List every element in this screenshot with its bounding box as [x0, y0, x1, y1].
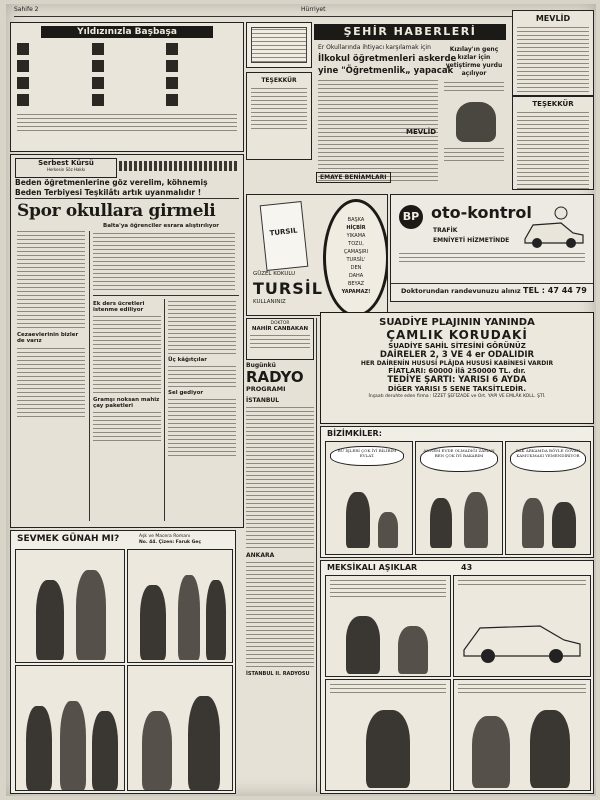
tesekkur2-box	[512, 96, 594, 190]
tesekkur2-label: TEŞEKKÜR	[532, 100, 574, 108]
comic-panel	[325, 441, 413, 555]
col-d-heading: Sel gediyor	[168, 390, 204, 396]
tursil-slogan-line: YAPAMAZ!	[341, 289, 371, 295]
zodiac-row	[17, 43, 88, 57]
suadiye-l3: SUADİYE SAHİL SİTESİNİ GÖRÜNÜZ	[388, 342, 526, 350]
radyo-ankara: ANKARA	[246, 552, 275, 559]
suadiye-l7: TEDİYE ŞARTI: YARISI 6 AYDA	[387, 375, 527, 385]
tursil-slogan-oval	[323, 199, 388, 316]
doktor-box	[246, 318, 314, 360]
zodiac-row	[92, 60, 163, 74]
bizimkiler-comic	[320, 426, 594, 558]
sehir-headline2: yine "Öğretmenlik„ yapacak	[318, 66, 454, 76]
portrait-photo	[456, 102, 496, 142]
comic-panel	[15, 549, 125, 663]
bizimkiler-title: BİZİMKİLER:	[327, 429, 382, 438]
radyo-title: RADYO	[246, 368, 304, 386]
zodiac-row	[17, 94, 88, 108]
mevlid-box	[512, 10, 594, 96]
radyo-label: Bugünkü	[246, 362, 276, 369]
comic-panel	[325, 575, 451, 677]
suadiye-l5: HER DAİRENİN HUSUSİ PLÂJDA HUSUSİ KABİNESİ VARDIR	[360, 360, 554, 367]
article-line1: Beden öğretmenlerine göz verelim, köhnemiş	[15, 178, 208, 187]
bp-footer: Doktorundan randevunuzu alınız	[401, 287, 521, 295]
zodiac-row	[92, 77, 163, 91]
tursil-slogan-line: ÇAMAŞIRI	[343, 249, 369, 255]
car-illustration	[521, 203, 587, 251]
comic-panel	[453, 575, 591, 677]
bp-title: oto-kontrol	[431, 203, 532, 222]
serbest-kursu-article	[10, 154, 244, 528]
sehir-banner: ŞEHİR HABERLERİ	[314, 24, 506, 40]
col-c-heading: Üç kâğıtçılar	[168, 357, 207, 363]
comic-panel	[15, 665, 125, 791]
col-b-heading: Ek ders ücretleri istenme ediliyor	[93, 301, 145, 313]
suadiye-l8: DİĞER YARISI 5 SENE TAKSİTLEDİR.	[387, 385, 527, 393]
radyo-ist2: İSTANBUL II. RADYOSU	[246, 671, 310, 677]
roman-line2: No. 44. Çizen: Faruk Geç	[139, 540, 202, 545]
zodiac-row	[166, 43, 237, 57]
radyo-prog: PROGRAMI	[246, 385, 286, 393]
comic-panel	[415, 441, 503, 555]
kicker-sub: Herkesin Söz Hakkı	[46, 167, 86, 172]
sehir-haberleri	[246, 22, 508, 192]
comic-panel	[453, 679, 591, 791]
meksika-num: 43	[461, 563, 473, 572]
doktor-label: DOKTOR	[270, 321, 290, 326]
meksikali-comic	[320, 560, 594, 794]
balloon-1: BU İŞLERİ ÇOK İYİ BİLİRİM EVLAT.	[330, 446, 404, 466]
tursil-slogan-line: TOZU,	[348, 241, 364, 247]
zodiac-row	[92, 43, 163, 57]
comic-title: SEVMEK GÜNAH MI?	[17, 534, 120, 544]
tursil-brand: TURSİL	[253, 279, 323, 298]
balloon-3: BAK ARKAMDA BÖYLE GOVAN KAMUKMASI YEMENDİRİYOR	[510, 446, 586, 472]
tursil-slogan-line: DAHA	[348, 273, 364, 279]
roman-line1: Aşk ve Macera Romanı	[139, 534, 191, 539]
tesekkur-box	[246, 72, 312, 160]
horoscope-box	[10, 22, 244, 152]
page-header	[14, 6, 588, 17]
suadiye-l1: SUADİYE PLAJININ YANINDA	[379, 317, 535, 328]
mevlid-label-2: MEVLİD	[406, 128, 437, 136]
comic-panel	[127, 665, 233, 791]
tursil-guzel: GÜZEL KOKULU	[253, 271, 296, 277]
tursil-ad	[246, 194, 388, 316]
bp-tel: TEL : 47 44 79	[523, 286, 587, 295]
balloon-2: ANNEM EVDE OLMADIĞI ZAMAN BEN ÇOK İYİ BAKARIM	[420, 446, 498, 472]
comic-panel	[127, 549, 233, 663]
mevlid-label: MEVLİD	[535, 14, 571, 23]
tursil-slogan-line: TURSİL'	[346, 257, 366, 263]
doktor-name: NAHİR CANBAKAN	[251, 326, 309, 332]
zodiac-row	[17, 77, 88, 91]
car-illustration	[460, 606, 584, 666]
tesekkur-label: TEŞEKKÜR	[261, 77, 297, 84]
col-a-heading: Cezaevlerinin bizler de varız	[17, 332, 79, 344]
page-number: Sahife 2	[14, 6, 39, 13]
sehir-side: Kızılay'ın genç kızlar için yetiştirme yurdu açılıyor	[445, 46, 503, 77]
radyo-istanbul: İSTANBUL	[246, 397, 280, 404]
tursil-slogan-line: HİÇBİR	[346, 225, 366, 231]
zodiac-row	[17, 60, 88, 74]
article-line2: Beden Terbiyesi Teşkilâtı artık uyanmalıdır !	[15, 188, 202, 197]
sehir-deck: Er Okullarında ihtiyacı karşılamak için	[318, 44, 431, 51]
horoscope-title: Yıldızınızla Başbaşa	[41, 26, 213, 38]
tursil-kullaniniz: KULLANINIZ	[253, 299, 286, 305]
tursil-slogan-line: BEYAZ	[347, 281, 365, 287]
comic-panel	[505, 441, 591, 555]
zodiac-row	[166, 94, 237, 108]
sehir-headline1: İlkokul öğretmenleri askerde	[318, 54, 457, 64]
zodiac-row	[92, 94, 163, 108]
article-subhead: Balta'ya öğrenciler esrara alıştırılıyor	[103, 223, 219, 229]
col-e-heading: Gramşı noksan mahiz çay paketleri	[93, 397, 160, 409]
tursil-slogan-line: BAŞKA	[347, 217, 365, 223]
kicker: Serbest Kürsü	[38, 159, 94, 167]
emaye-label: EMAYE BENİAMLARI	[316, 172, 391, 183]
sevmek-comic	[10, 530, 236, 794]
tursil-box-label: TURSIL	[269, 226, 298, 238]
bp-logo: BP	[399, 205, 423, 229]
newspaper-page	[6, 4, 596, 796]
bp-ad	[390, 194, 594, 302]
suadiye-l6: FİATLARI: 60000 ilâ 250000 TL. dır.	[388, 367, 526, 375]
suadiye-l9: İnşaatı deruhte eden firma : İZZET ŞEFİZADE ve Ort. YAPI VE EMLÂK KOLL. ŞTİ.	[368, 394, 546, 399]
comic-panel	[325, 679, 451, 791]
zodiac-row	[166, 60, 237, 74]
radyo-column	[246, 362, 314, 782]
tursil-slogan-line: YIKAMA	[346, 233, 366, 239]
suadiye-ad	[320, 312, 594, 424]
bp-sub2: EMNİYETİ HİZMETİNDE	[433, 237, 510, 244]
paper-name: Hürriyet	[301, 6, 326, 13]
zodiac-row	[166, 77, 237, 91]
suadiye-l4: DAİRELER 2, 3 VE 4 er ODALIDIR	[379, 350, 535, 360]
tursil-slogan-line: DEN	[350, 265, 362, 271]
meksika-title: MEKSİKALI AŞIKLAR	[327, 563, 418, 572]
article-headline: Spor okullara girmeli	[17, 201, 216, 221]
suadiye-l2: ÇAMLIK KORUDAKİ	[386, 328, 528, 342]
bp-sub1: TRAFİK	[433, 227, 458, 234]
